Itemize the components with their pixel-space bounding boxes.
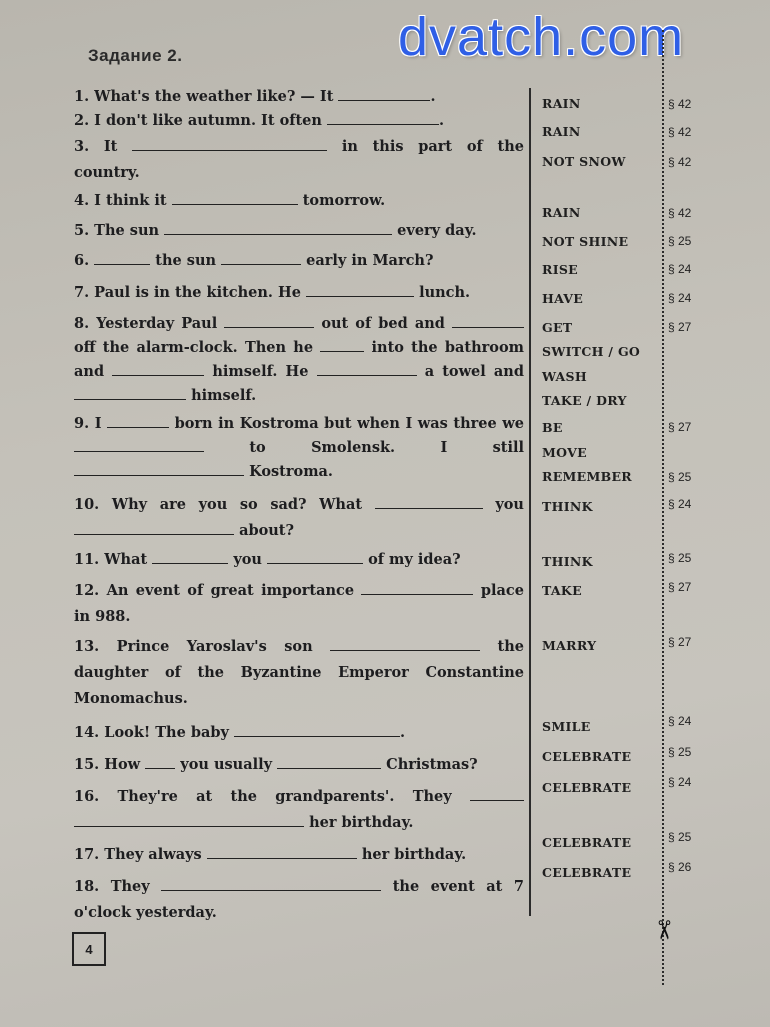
exercise-6: 6. the sun early in March? bbox=[74, 252, 434, 269]
answer-blank[interactable] bbox=[145, 754, 175, 769]
verb-hint: RISE bbox=[542, 262, 578, 277]
answer-blank[interactable] bbox=[317, 361, 417, 376]
verb-hint: CELEBRATE bbox=[542, 835, 632, 850]
answer-blank[interactable] bbox=[74, 385, 186, 400]
verb-hint: MOVE bbox=[542, 445, 587, 460]
exercise-13: 13. Prince Yaroslav's son the daughter of the Byzantine Emperor Constantine Monomachus. bbox=[74, 638, 524, 707]
exercise-15: 15. How you usually Christmas? bbox=[74, 756, 478, 773]
answer-blank[interactable] bbox=[267, 549, 363, 564]
verb-hint: BE bbox=[542, 420, 563, 435]
grammar-ref: § 24 bbox=[668, 291, 692, 305]
column-divider bbox=[529, 88, 531, 916]
page-title: Задание 2. bbox=[88, 46, 183, 65]
answer-blank[interactable] bbox=[164, 220, 392, 235]
grammar-ref: § 42 bbox=[668, 155, 692, 169]
verb-hint: CELEBRATE bbox=[542, 749, 632, 764]
exercise-1: 1. What's the weather like? — It . bbox=[74, 88, 436, 105]
verb-hint: CELEBRATE bbox=[542, 865, 632, 880]
grammar-ref: § 42 bbox=[668, 206, 692, 220]
answer-blank[interactable] bbox=[161, 876, 381, 891]
verb-hint: CELEBRATE bbox=[542, 780, 632, 795]
verb-hint: RAIN bbox=[542, 124, 581, 139]
answer-blank[interactable] bbox=[330, 636, 480, 651]
answer-blank[interactable] bbox=[172, 190, 298, 205]
exercise-9: 9. I born in Kostroma but when I was three we to Smolensk. I still Kostroma. bbox=[74, 415, 524, 480]
scissors-icon: ✂ bbox=[647, 919, 678, 941]
verb-hint: NOT SNOW bbox=[542, 154, 626, 169]
grammar-ref: § 25 bbox=[668, 745, 692, 759]
exercise-4: 4. I think it tomorrow. bbox=[74, 192, 386, 209]
answer-blank[interactable] bbox=[452, 313, 524, 328]
exercise-2: 2. I don't like autumn. It often . bbox=[74, 112, 445, 129]
answer-blank[interactable] bbox=[74, 812, 304, 827]
answer-blank[interactable] bbox=[207, 844, 357, 859]
grammar-ref: § 25 bbox=[668, 470, 692, 484]
grammar-ref: § 27 bbox=[668, 320, 692, 334]
answer-blank[interactable] bbox=[234, 722, 400, 737]
verb-hint: HAVE bbox=[542, 291, 584, 306]
grammar-ref: § 24 bbox=[668, 714, 692, 728]
exercise-12: 12. An event of great importance place in 988. bbox=[74, 582, 524, 625]
grammar-ref: § 25 bbox=[668, 551, 692, 565]
verb-hint: REMEMBER bbox=[542, 469, 632, 484]
answer-blank[interactable] bbox=[277, 754, 381, 769]
grammar-ref: § 27 bbox=[668, 420, 692, 434]
answer-blank[interactable] bbox=[221, 250, 301, 265]
answer-blank[interactable] bbox=[320, 337, 364, 352]
exercise-17: 17. They always her birthday. bbox=[74, 846, 467, 863]
answer-blank[interactable] bbox=[306, 282, 414, 297]
answer-blank[interactable] bbox=[132, 136, 327, 151]
exercise-16: 16. They're at the grandparents'. They her birthday. bbox=[74, 784, 524, 836]
watermark: dvatch.com bbox=[398, 7, 685, 67]
grammar-ref: § 26 bbox=[668, 860, 692, 874]
exercise-5: 5. The sun every day. bbox=[74, 222, 477, 239]
verb-hint: SWITCH / GO bbox=[542, 344, 641, 359]
verb-hint: SMILE bbox=[542, 719, 591, 734]
exercise-11: 11. What you of my idea? bbox=[74, 551, 461, 568]
answer-blank[interactable] bbox=[224, 313, 314, 328]
exercise-10: 10. Why are you so sad? What you about? bbox=[74, 496, 524, 539]
grammar-ref: § 25 bbox=[668, 234, 692, 248]
grammar-ref: § 42 bbox=[668, 97, 692, 111]
grammar-ref: § 27 bbox=[668, 635, 692, 649]
grammar-ref: § 25 bbox=[668, 830, 692, 844]
answer-blank[interactable] bbox=[74, 520, 234, 535]
grammar-ref: § 24 bbox=[668, 497, 692, 511]
answer-blank[interactable] bbox=[327, 110, 439, 125]
answer-blank[interactable] bbox=[74, 437, 204, 452]
grammar-ref: § 24 bbox=[668, 775, 692, 789]
grammar-ref: § 42 bbox=[668, 125, 692, 139]
verb-hint: TAKE bbox=[542, 583, 582, 598]
answer-blank[interactable] bbox=[152, 549, 228, 564]
verb-hint: MARRY bbox=[542, 638, 597, 653]
exercise-7: 7. Paul is in the kitchen. He lunch. bbox=[74, 284, 471, 301]
exercise-18: 18. They the event at 7 o'clock yesterday. bbox=[74, 878, 524, 921]
answer-blank[interactable] bbox=[74, 461, 244, 476]
answer-blank[interactable] bbox=[361, 580, 473, 595]
answer-blank[interactable] bbox=[375, 494, 483, 509]
verb-hint: THINK bbox=[542, 554, 593, 569]
answer-blank[interactable] bbox=[470, 786, 524, 801]
exercise-3: 3. It in this part of the country. bbox=[74, 138, 524, 181]
verb-hint: THINK bbox=[542, 499, 593, 514]
grammar-ref: § 27 bbox=[668, 580, 692, 594]
answer-blank[interactable] bbox=[338, 86, 430, 101]
grammar-ref: § 24 bbox=[668, 262, 692, 276]
verb-hint: TAKE / DRY bbox=[542, 393, 627, 408]
page-number: 4 bbox=[72, 932, 106, 966]
verb-hint: NOT SHINE bbox=[542, 234, 629, 249]
answer-blank[interactable] bbox=[107, 413, 169, 428]
answer-blank[interactable] bbox=[112, 361, 204, 376]
verb-hint: RAIN bbox=[542, 205, 581, 220]
verb-hint: RAIN bbox=[542, 96, 581, 111]
verb-hint: GET bbox=[542, 320, 573, 335]
verb-hint: WASH bbox=[542, 369, 587, 384]
answer-blank[interactable] bbox=[94, 250, 150, 265]
exercise-8: 8. Yesterday Paul out of bed and off the alarm-clock. Then he into the bathroom and himself. He a towel and himself. bbox=[74, 315, 524, 404]
cut-line bbox=[662, 30, 664, 985]
exercise-14: 14. Look! The baby . bbox=[74, 724, 406, 741]
